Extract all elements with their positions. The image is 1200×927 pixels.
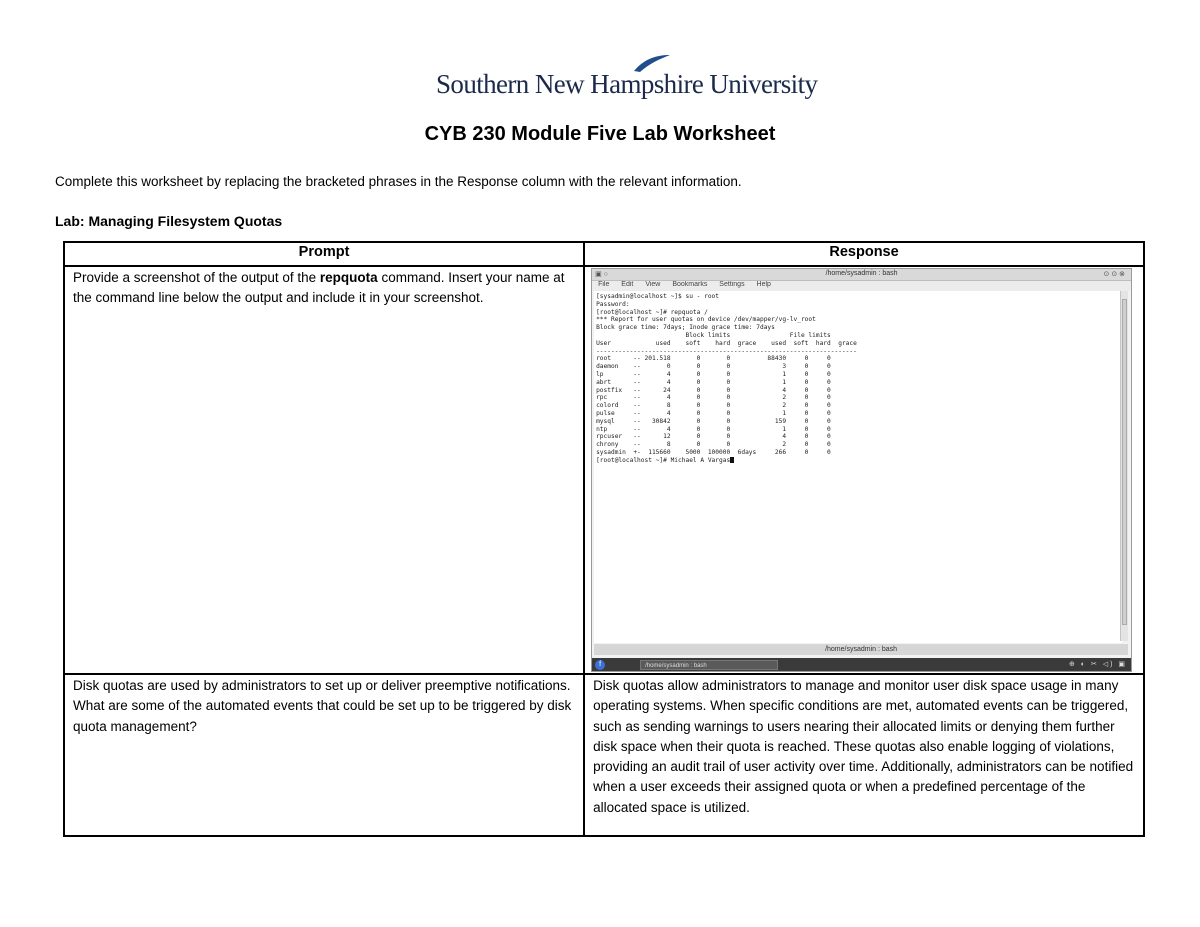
terminal-line: pulse -- 4 0 0 1 0 0 [596,409,831,417]
menu-item: View [645,281,661,288]
menu-item: Help [756,281,771,288]
start-menu-icon: f [595,660,605,670]
terminal-line: postfix -- 24 0 0 4 0 0 [596,386,831,394]
page-title: CYB 230 Module Five Lab Worksheet [424,123,776,145]
terminal-line: sysadmin +- 115660 5000 100000 6days 266 0 0 [596,448,831,456]
terminal-line: rpc -- 4 0 0 2 0 0 [596,394,831,402]
system-tray-icon: ⊕ ◐ ✂ ◁) ▣ [1068,661,1128,668]
window-titlebar [592,269,1131,281]
menu-item: Edit [621,281,634,288]
prompt-text: command. Insert your name at the command line below the output and include it in your screenshot. [73,270,565,306]
terminal-line: *** Report for user quotas on device /dev/mapper/vg-lv_root [596,316,816,324]
prompt-cell [64,266,584,674]
terminal-line: mysql -- 30842 0 0 159 0 0 [596,417,831,425]
terminal-line: rpcuser -- 12 0 0 4 0 0 [596,433,831,441]
logo-text: Southern New Hampshire University [436,69,818,99]
terminal-tab: /home/sysadmin : bash [594,644,1128,655]
prompt-column-header: Prompt [64,242,584,266]
prompt-text: Provide a screenshot of the output of the [73,270,320,285]
table-row [64,266,1144,674]
terminal-line: [sysadmin@localhost ~]$ su - root [596,293,719,300]
lab-heading: Lab: Managing Filesystem Quotas [55,213,283,229]
window-menu-icon: ▣ ○ [595,271,608,278]
terminal-line: User used soft hard grace used soft hard grace [596,339,857,347]
window-title: /home/sysadmin : bash [825,270,898,277]
terminal-scrollbar [1120,291,1128,641]
menu-item: Settings [719,281,745,288]
terminal-line: Block limits File limits [596,331,831,339]
terminal-output [594,291,1122,643]
terminal-line: [root@localhost ~]# repquota / [596,308,708,316]
response-column-header: Response [584,242,1144,266]
terminal-cursor [730,457,734,463]
desktop-taskbar [592,658,1132,672]
menu-item: File [598,281,610,288]
terminal-line: lp -- 4 0 0 1 0 0 [596,370,831,378]
response-cell: Disk quotas allow administrators to manage and monitor user disk space usage in many operating systems. When specific conditions are met, automated events can be triggered, such as sending warnings to users nearing their allocated limits or denying them further disk space when their quota is reached. These quotas also enable logging of violations, providing an audit trail of user activity over time. Additionally, administrators can be notified when a user exceeds their assigned quota or when a predefined percentage of the allocated space is utilized. [584,674,1144,836]
terminal-line: [root@localhost ~]# Michael A Vargas [596,457,1122,465]
terminal-line: Password: [596,300,630,308]
terminal-line: root -- 201.518 0 0 88430 0 0 [596,355,831,363]
terminal-line: abrt -- 4 0 0 1 0 0 [596,378,831,386]
table-row [64,674,1144,836]
terminal-line: daemon -- 0 0 0 3 0 0 [596,363,831,371]
terminal-line: ---------------------------------------------------------------------- [596,347,857,355]
worksheet-table [63,241,1145,837]
response-cell [584,266,1144,674]
terminal-screenshot [591,268,1132,672]
window-controls-icon: ⊙⊙⊗ [1103,271,1128,278]
table-header-row [64,242,1144,266]
logo-swoosh-icon [632,53,672,73]
prompt-cell: Disk quotas are used by administrators to set up or deliver preemptive notifications. What are some of the automated events that could be set up to be triggered by disk quota management? [64,674,584,836]
terminal-menubar [592,281,1131,291]
scrollbar-thumb [1122,299,1127,625]
university-logo [436,55,818,105]
terminal-line: Block grace time: 7days; Inode grace time: 7days [596,324,775,332]
taskbar-task: /home/sysadmin : bash [640,660,778,670]
terminal-line: colord -- 8 0 0 2 0 0 [596,402,831,410]
terminal-line: chrony -- 8 0 0 2 0 0 [596,441,831,449]
intro-text: Complete this worksheet by replacing the bracketed phrases in the Response column with the relevant information. [55,174,742,189]
menu-item: Bookmarks [672,281,708,288]
command-name: repquota [319,270,378,285]
terminal-line: ntp -- 4 0 0 1 0 0 [596,425,831,433]
